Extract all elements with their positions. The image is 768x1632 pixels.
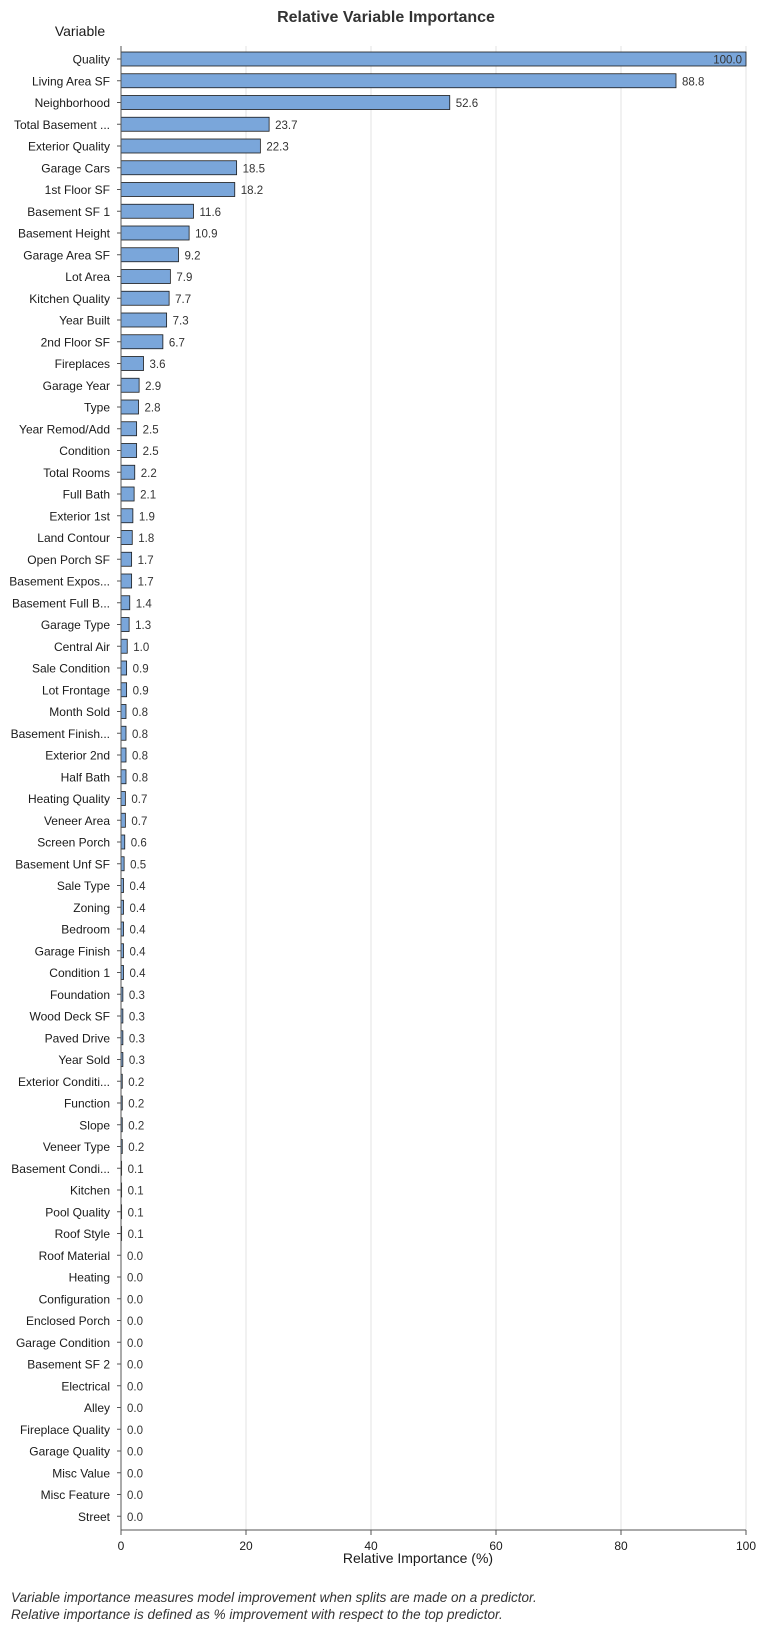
category-label: Electrical: [61, 1379, 110, 1394]
category-label: Garage Condition: [15, 1335, 110, 1350]
category-label: Land Contour: [37, 531, 110, 545]
value-label: 11.6: [199, 206, 222, 219]
category-label: Exterior Conditi...: [17, 1074, 110, 1089]
value-label: 0.9: [132, 685, 149, 698]
category-label: Year Remod/Add: [19, 422, 110, 437]
category-label: Lot Area: [65, 270, 110, 284]
bar: [121, 183, 235, 197]
category-label: Misc Feature: [40, 1488, 110, 1502]
bar: [121, 96, 450, 110]
category-label: Living Area SF: [31, 74, 110, 89]
category-label: Alley: [83, 1401, 110, 1415]
value-label: 2.9: [145, 380, 162, 393]
category-label: Full Bath: [62, 487, 110, 502]
value-label: 0.0: [127, 1250, 143, 1263]
footnote-line-2: Relative importance is defined as % improvement with respect to the top predictor.: [11, 1607, 503, 1622]
value-label: 1.9: [138, 511, 155, 524]
bar: [121, 705, 126, 719]
bar: [121, 139, 260, 153]
value-label: 0.0: [127, 1316, 143, 1328]
value-label: 0.8: [132, 772, 148, 785]
value-label: 0.0: [127, 1381, 143, 1394]
category-label: Condition: [59, 444, 110, 458]
value-label: 2.8: [144, 402, 161, 415]
value-label: 0.0: [127, 1272, 143, 1285]
category-label: Function: [63, 1096, 110, 1111]
value-label: 0.5: [130, 859, 147, 872]
bar: [121, 618, 129, 632]
footnote-line-1: Variable importance measures model improvement when splits are made on a predictor.: [11, 1590, 537, 1605]
value-label: 2.5: [142, 446, 159, 458]
category-label: Central Air: [53, 639, 110, 654]
category-label: Sale Condition: [31, 661, 110, 676]
bar: [121, 270, 170, 284]
category-label: Lot Frontage: [41, 683, 110, 698]
category-label: Basement SF 1: [27, 204, 110, 219]
value-label: 7.7: [175, 293, 192, 306]
category-label: Sale Type: [56, 879, 110, 893]
bars: [121, 52, 746, 1524]
category-label: Garage Type: [40, 618, 110, 632]
category-label: Fireplace Quality: [19, 1422, 110, 1437]
value-label: 0.0: [127, 1294, 143, 1307]
category-label: Year Built: [59, 313, 110, 328]
value-label: 0.0: [127, 1359, 143, 1372]
category-label: Year Sold: [58, 1053, 110, 1067]
bar: [121, 770, 126, 784]
value-label: 1.8: [138, 533, 155, 545]
value-label: 0.8: [132, 750, 148, 763]
category-label: 1st Floor SF: [44, 183, 110, 197]
bar: [121, 400, 139, 414]
category-label: Month Sold: [49, 705, 110, 719]
value-label: 0.0: [127, 1403, 143, 1415]
category-label: Configuration: [38, 1292, 110, 1307]
value-label: 0.1: [127, 1207, 144, 1220]
value-label: 0.4: [129, 968, 146, 980]
bar: [121, 726, 126, 740]
category-label: Wood Deck SF: [29, 1009, 110, 1024]
bar: [121, 574, 132, 588]
category-label: Garage Area SF: [23, 248, 110, 263]
value-label: 0.6: [130, 837, 147, 850]
bar: [121, 661, 127, 675]
category-label: Misc Value: [52, 1466, 110, 1481]
value-label: 0.0: [127, 1511, 143, 1524]
bar: [121, 792, 125, 806]
category-label: Heating Quality: [27, 792, 110, 806]
value-label: 0.2: [128, 1142, 145, 1154]
value-label: 0.4: [129, 946, 146, 959]
value-label: 3.6: [149, 359, 166, 371]
value-label: 0.7: [131, 815, 148, 828]
value-label: 0.9: [132, 663, 149, 676]
category-label: Garage Year: [42, 378, 110, 393]
value-label: 1.7: [137, 576, 154, 589]
category-label: Basement Unf SF: [15, 857, 110, 872]
value-label: 1.7: [137, 554, 154, 567]
bar: [121, 596, 130, 610]
bar: [121, 748, 126, 762]
bar: [121, 248, 179, 262]
bar: [121, 509, 133, 523]
category-label: Veneer Area: [43, 813, 110, 828]
bar: [121, 444, 137, 458]
value-label: 0.2: [128, 1120, 145, 1133]
value-label: 2.1: [140, 489, 157, 502]
value-label: 6.7: [168, 337, 185, 350]
value-label: 0.0: [127, 1337, 143, 1350]
value-label: 1.0: [133, 641, 150, 654]
bar: [121, 835, 125, 849]
category-label: Basement Finish...: [10, 726, 110, 741]
bar: [121, 313, 167, 327]
bar: [121, 378, 139, 392]
category-axis-title: Variable: [54, 23, 106, 39]
value-label: 0.3: [128, 1055, 145, 1067]
value-label: 0.7: [131, 794, 148, 806]
x-tick-label: 60: [489, 1539, 503, 1553]
value-label: 0.4: [129, 924, 146, 937]
value-label: 0.1: [127, 1163, 144, 1176]
x-tick-label: 20: [239, 1539, 253, 1553]
bar: [121, 291, 169, 305]
footnote: [11, 1589, 537, 1623]
category-label: Open Porch SF: [27, 552, 110, 567]
category-label: Condition 1: [49, 966, 110, 980]
bar: [121, 204, 194, 218]
category-label: Heating: [68, 1270, 110, 1285]
value-label: 0.8: [132, 728, 148, 741]
value-label: 100.0: [713, 54, 742, 67]
category-label: Fireplaces: [54, 357, 110, 371]
bar: [121, 465, 135, 479]
category-label: Kitchen: [69, 1183, 110, 1198]
bar: [121, 639, 127, 653]
category-label: Type: [83, 400, 110, 415]
value-label: 0.0: [127, 1424, 143, 1437]
category-label: Neighborhood: [34, 96, 110, 110]
category-label: Veneer Type: [42, 1140, 110, 1154]
bar: [121, 422, 137, 436]
value-label: 10.9: [195, 228, 218, 241]
value-label: 2.2: [140, 467, 157, 480]
category-label: Exterior 2nd: [45, 748, 110, 763]
value-label: 0.8: [132, 707, 148, 719]
value-label: 0.4: [129, 881, 146, 893]
x-tick-label: 0: [117, 1539, 125, 1553]
x-axis-title: Relative Importance (%): [342, 1550, 494, 1566]
value-label: 0.1: [127, 1229, 144, 1241]
value-label: 52.6: [455, 98, 479, 110]
bar: [121, 552, 132, 566]
category-label: Pool Quality: [45, 1205, 110, 1220]
bar: [121, 813, 125, 827]
bar: [121, 226, 189, 240]
category-label: Slope: [79, 1118, 110, 1133]
value-label: 0.3: [128, 1033, 145, 1046]
category-label: Street: [77, 1509, 110, 1524]
category-label: Zoning: [73, 900, 110, 915]
value-label: 0.4: [129, 902, 146, 915]
value-label: 18.5: [242, 163, 266, 176]
value-label: 22.3: [266, 141, 289, 154]
category-label: Bedroom: [61, 922, 110, 937]
axes: [9, 46, 756, 1553]
category-label: Roof Style: [54, 1227, 110, 1241]
bar: [121, 357, 144, 371]
value-label: 18.2: [240, 185, 264, 197]
category-label: 2nd Floor SF: [40, 335, 110, 350]
bar: [121, 683, 127, 697]
category-label: Paved Drive: [44, 1031, 110, 1046]
category-label: Exterior Quality: [27, 139, 110, 154]
value-label: 7.9: [176, 272, 193, 284]
x-tick-label: 80: [614, 1539, 628, 1553]
chart-title: Relative Variable Importance: [277, 9, 495, 26]
value-label: 23.7: [275, 119, 298, 132]
bar: [121, 52, 746, 66]
category-label: Basement Full B...: [11, 596, 110, 611]
x-tick-label: 40: [364, 1539, 378, 1553]
category-label: Basement Condi...: [11, 1161, 110, 1176]
category-label: Basement SF 2: [27, 1357, 110, 1372]
value-label: 0.3: [128, 989, 145, 1002]
value-label: 0.2: [128, 1076, 145, 1089]
category-label: Kitchen Quality: [29, 291, 110, 306]
value-label: 7.3: [172, 315, 189, 328]
category-label: Screen Porch: [37, 835, 110, 850]
bar: [121, 161, 237, 175]
value-label: 2.5: [142, 424, 159, 437]
category-label: Roof Material: [38, 1248, 110, 1263]
value-label: 0.0: [127, 1490, 143, 1502]
category-label: Quality: [72, 52, 110, 67]
bar: [121, 74, 676, 88]
gridlines: [246, 46, 746, 1530]
value-label: 9.2: [184, 250, 201, 263]
category-label: Basement Expos...: [9, 574, 110, 589]
value-label: 88.8: [682, 76, 705, 89]
category-label: Total Rooms: [43, 465, 110, 480]
bar: [121, 117, 269, 131]
category-label: Exterior 1st: [49, 509, 110, 524]
category-label: Garage Cars: [41, 161, 110, 176]
bar: [121, 487, 134, 501]
bar: [121, 335, 163, 349]
value-label: 0.0: [127, 1468, 143, 1481]
value-label: 0.0: [127, 1446, 143, 1459]
category-label: Garage Finish: [34, 944, 110, 959]
category-label: Garage Quality: [29, 1444, 110, 1459]
category-label: Half Bath: [60, 770, 110, 785]
bar: [121, 531, 132, 545]
category-label: Foundation: [49, 987, 110, 1002]
value-label: 1.3: [135, 620, 152, 632]
value-label: 0.3: [128, 1011, 145, 1024]
category-label: Enclosed Porch: [25, 1314, 110, 1328]
x-tick-label: 100: [735, 1539, 757, 1553]
category-label: Basement Height: [17, 226, 110, 241]
value-label: 0.2: [128, 1098, 145, 1111]
category-label: Total Basement ...: [13, 117, 110, 132]
value-label: 0.1: [127, 1185, 144, 1198]
value-label: 1.4: [135, 598, 152, 611]
